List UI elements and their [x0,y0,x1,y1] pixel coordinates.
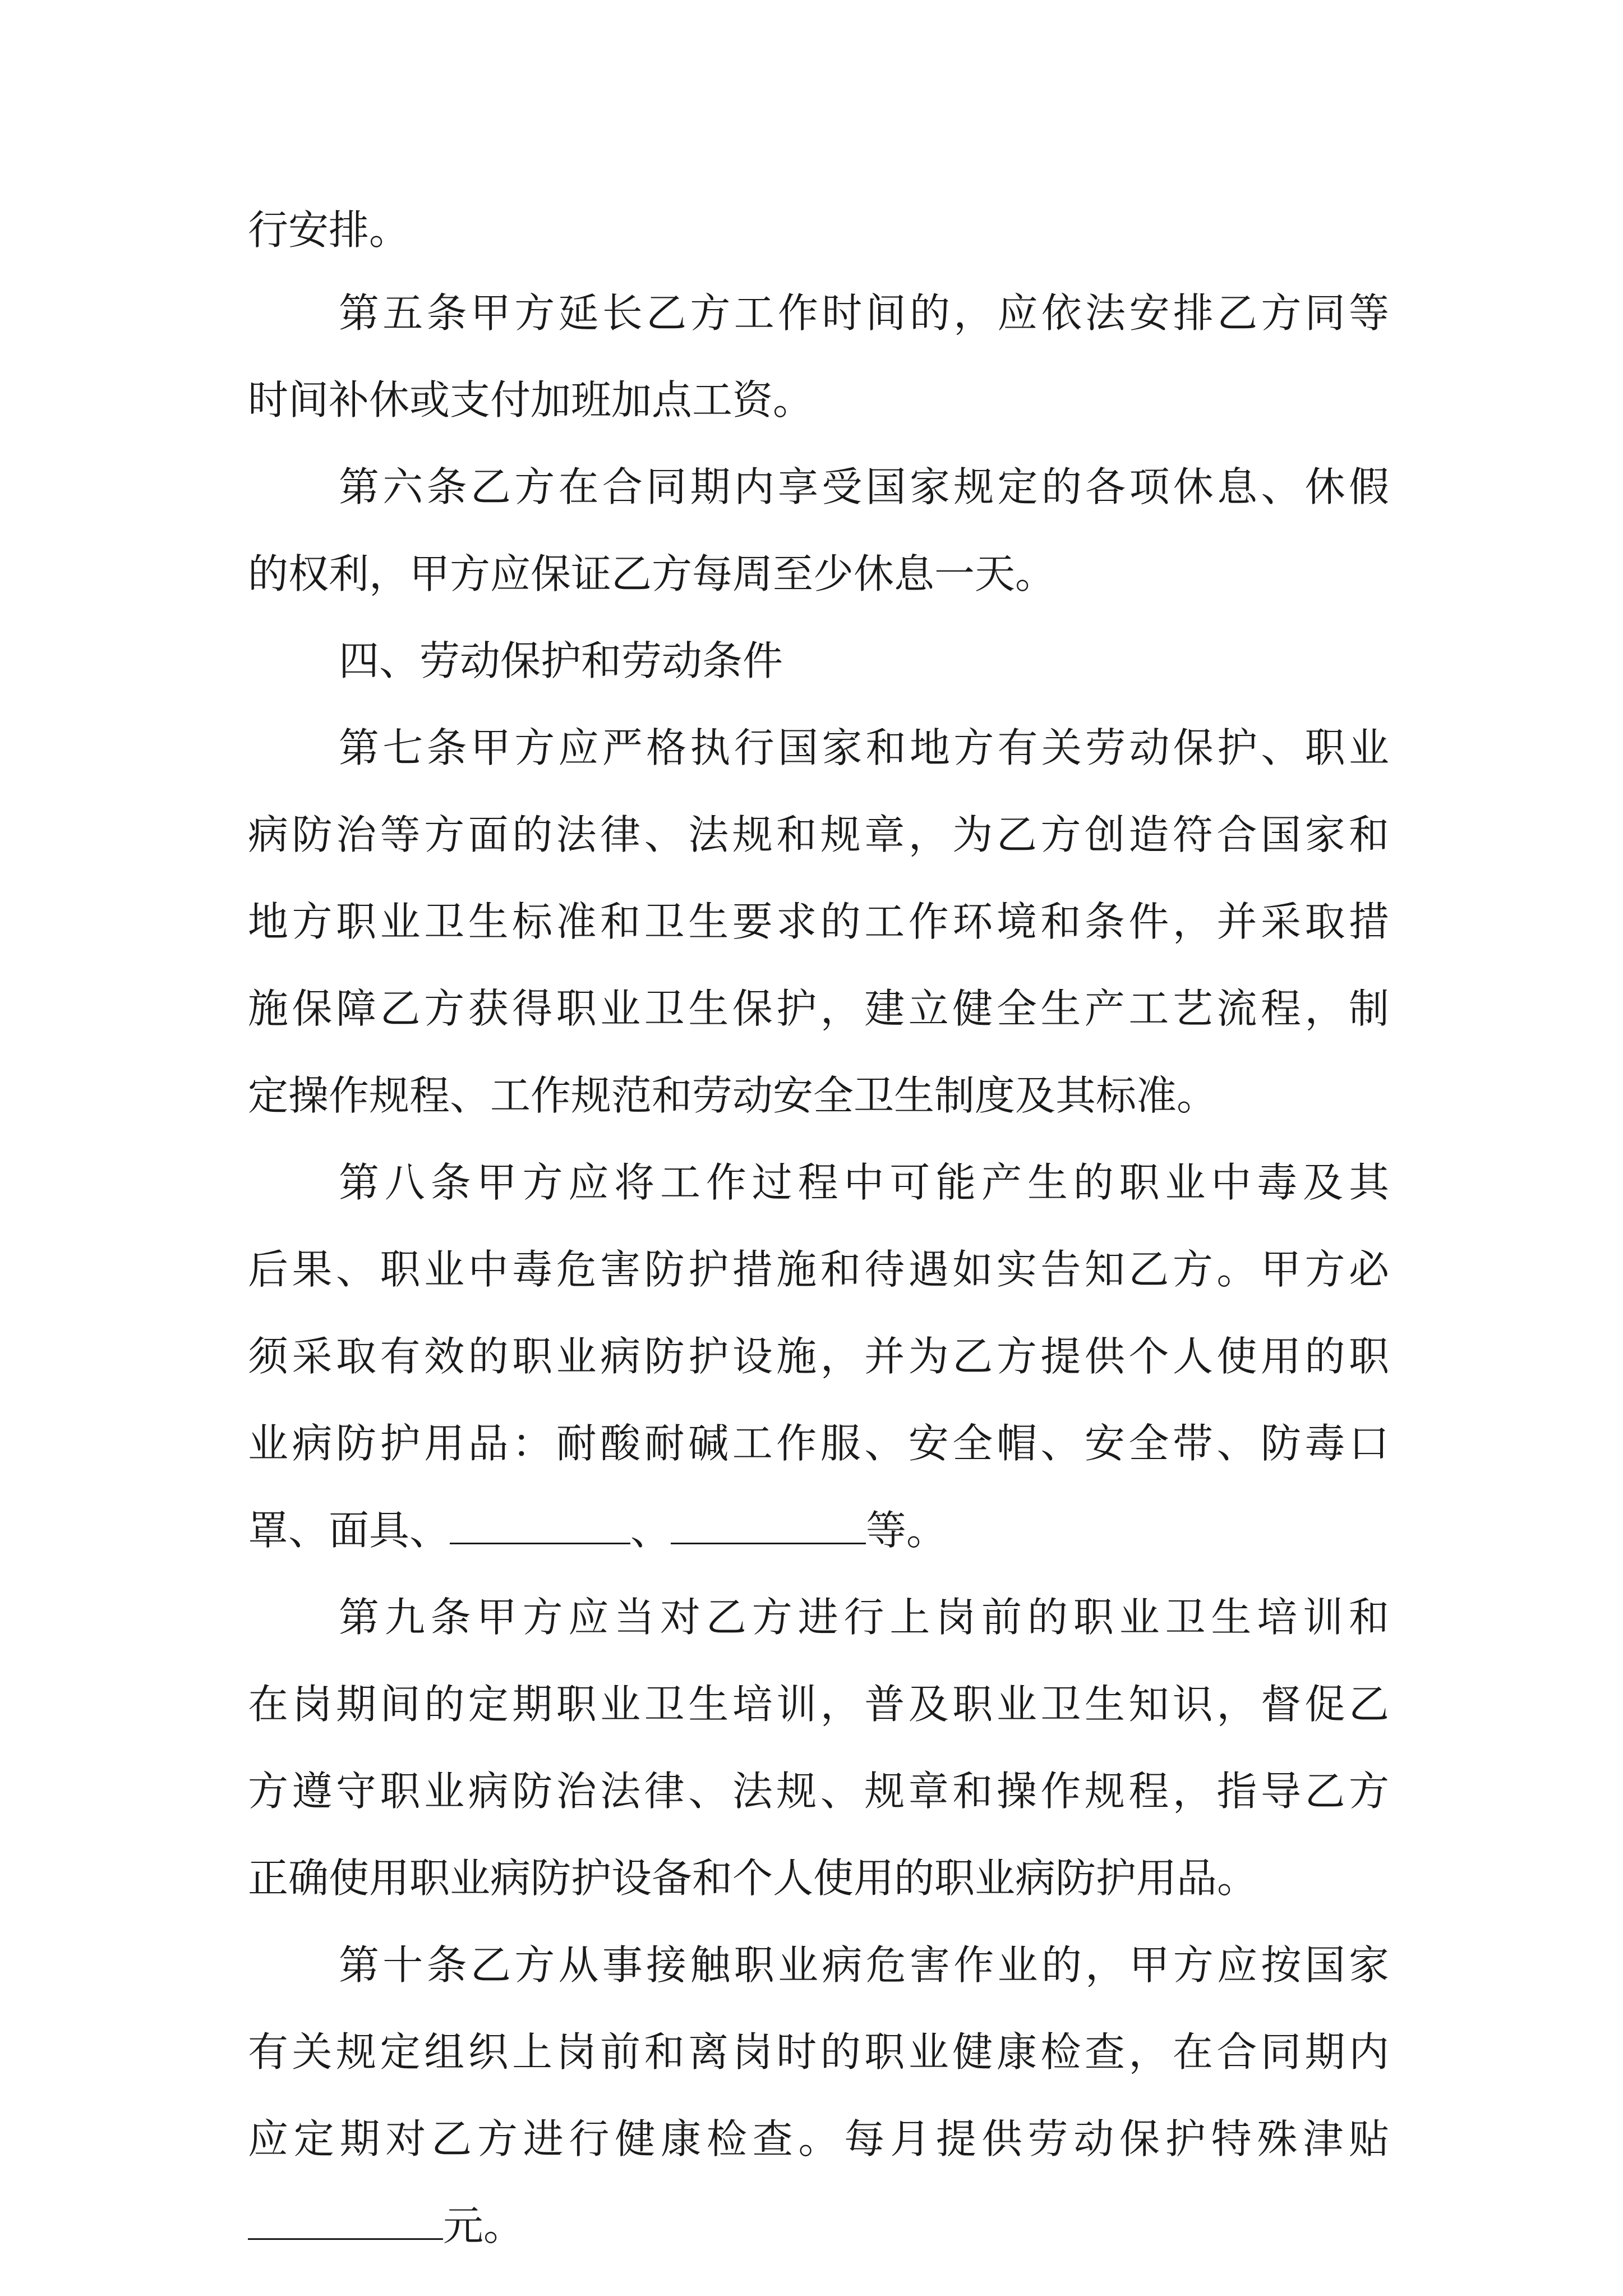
text-line: 方遵守职业病防治法律、法规、规章和操作规程，指导乙方 [248,1768,1389,1815]
text-line-with-blanks [248,1502,947,1558]
fill-in-blank[interactable] [450,1508,630,1544]
text-line: 第五条甲方延长乙方工作时间的，应依法安排乙方同等 [339,289,1389,337]
text-line: 第十条乙方从事接触职业病危害作业的，甲方应按国家 [339,1941,1389,1989]
fill-in-blank[interactable] [671,1508,866,1544]
text-line-with-blank [248,2198,524,2254]
text-segment: 元。 [443,2202,524,2249]
text-line: 应定期对乙方进行健康检查。每月提供劳动保护特殊津贴 [248,2115,1389,2162]
text-line: 第七条甲方应严格执行国家和地方有关劳动保护、职业 [339,724,1389,771]
text-line: 第六条乙方在合同期内享受国家规定的各项休息、休假 [339,463,1389,510]
text-line: 定操作规程、工作规范和劳动安全卫生制度及其标准。 [248,1072,1218,1119]
text-line: 正确使用职业病防护设备和个人使用的职业病防护用品。 [248,1855,1258,1902]
text-segment: 罩、面具、 [248,1507,450,1554]
text-line: 第九条甲方应当对乙方进行上岗前的职业卫生培训和 [339,1594,1389,1641]
text-line: 地方职业卫生标准和卫生要求的工作环境和条件，并采取措 [248,898,1389,945]
text-line: 病防治等方面的法律、法规和规章，为乙方创造符合国家和 [248,811,1389,858]
text-segment: 、 [630,1507,671,1554]
text-line: 后果、职业中毒危害防护措施和待遇如实告知乙方。甲方必 [248,1246,1389,1293]
section-heading: 四、劳动保护和劳动条件 [339,637,783,684]
text-line: 施保障乙方获得职业卫生保护，建立健全生产工艺流程，制 [248,985,1389,1032]
text-line: 业病防护用品：耐酸耐碱工作服、安全帽、安全带、防毒口 [248,1420,1389,1467]
text-line: 在岗期间的定期职业卫生培训，普及职业卫生知识，督促乙 [248,1681,1389,1728]
text-line: 时间补休或支付加班加点工资。 [248,376,814,424]
fill-in-blank[interactable] [248,2203,443,2240]
text-line: 行安排。 [248,206,410,254]
text-line: 须采取有效的职业病防护设施，并为乙方提供个人使用的职 [248,1333,1389,1380]
text-line: 第八条甲方应将工作过程中可能产生的职业中毒及其 [339,1159,1389,1206]
text-line: 有关规定组织上岗前和离岗时的职业健康检查，在合同期内 [248,2028,1389,2076]
text-segment: 等。 [866,1507,947,1554]
text-line: 的权利，甲方应保证乙方每周至少休息一天。 [248,550,1056,597]
